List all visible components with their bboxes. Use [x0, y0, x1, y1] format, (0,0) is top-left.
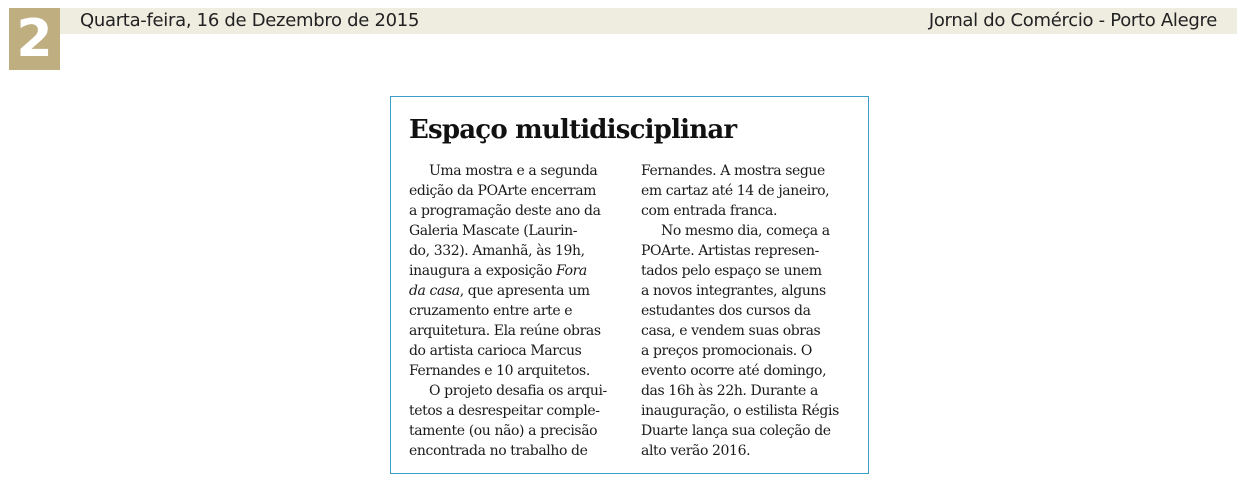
text-line: tados pelo espaço se unem [641, 263, 822, 279]
page-number: 2 [9, 8, 60, 70]
text-line: das 16h às 22h. Durante a [641, 383, 818, 399]
article-title: Espaço multidisciplinar [409, 115, 737, 145]
text-line: Fernandes. A mostra segue [641, 163, 825, 179]
article-column-left [409, 161, 629, 461]
text-line: estudantes dos cursos da [641, 303, 811, 319]
text-line: do, 332). Amanhã, às 19h, [409, 243, 585, 259]
article-box [390, 96, 869, 474]
text-line: Galeria Mascate (Laurin- [409, 223, 578, 239]
text-line: tetos a desrespeitar comple- [409, 403, 600, 419]
exhibition-title-part: Fora [556, 263, 587, 279]
text-line: encontrada no trabalho de [409, 443, 588, 459]
text-line: inauguração, o estilista Régis [641, 403, 839, 419]
text-line: evento ocorre até domingo, [641, 363, 827, 379]
text-line: arquitetura. Ela reúne obras [409, 323, 601, 339]
text-line: O projeto desafia os arqui- [429, 383, 607, 399]
text-run: inaugura a exposição [409, 263, 557, 279]
article-column-right [641, 161, 861, 461]
text-line: cruzamento entre arte e [409, 303, 573, 319]
text-line: Fernandes e 10 arquitetos. [409, 363, 590, 379]
text-line: edição da POArte encerram [409, 183, 597, 199]
text-run: , que apresenta um [459, 283, 590, 299]
text-line: No mesmo dia, começa a [661, 223, 830, 239]
text-line: alto verão 2016. [641, 443, 751, 459]
text-line: com entrada franca. [641, 203, 777, 219]
exhibition-title-part: da casa [409, 283, 460, 299]
text-line: do artista carioca Marcus [409, 343, 582, 359]
text-line: a novos integrantes, alguns [641, 283, 826, 299]
text-line: em cartaz até 14 de janeiro, [641, 183, 830, 199]
text-line: a preços promocionais. O [641, 343, 812, 359]
issue-date: Quarta-feira, 16 de Dezembro de 2015 [80, 10, 420, 31]
text-line: Uma mostra e a segunda [429, 163, 598, 179]
text-line: tamente (ou não) a precisão [409, 423, 598, 439]
text-line: casa, e vendem suas obras [641, 323, 821, 339]
text-line: a programação deste ano da [409, 203, 601, 219]
text-line: Duarte lança sua coleção de [641, 423, 831, 439]
text-line: POArte. Artistas represen- [641, 243, 819, 259]
publication-name: Jornal do Comércio - Porto Alegre [928, 10, 1217, 31]
text-line [409, 261, 629, 281]
text-line [409, 281, 629, 301]
